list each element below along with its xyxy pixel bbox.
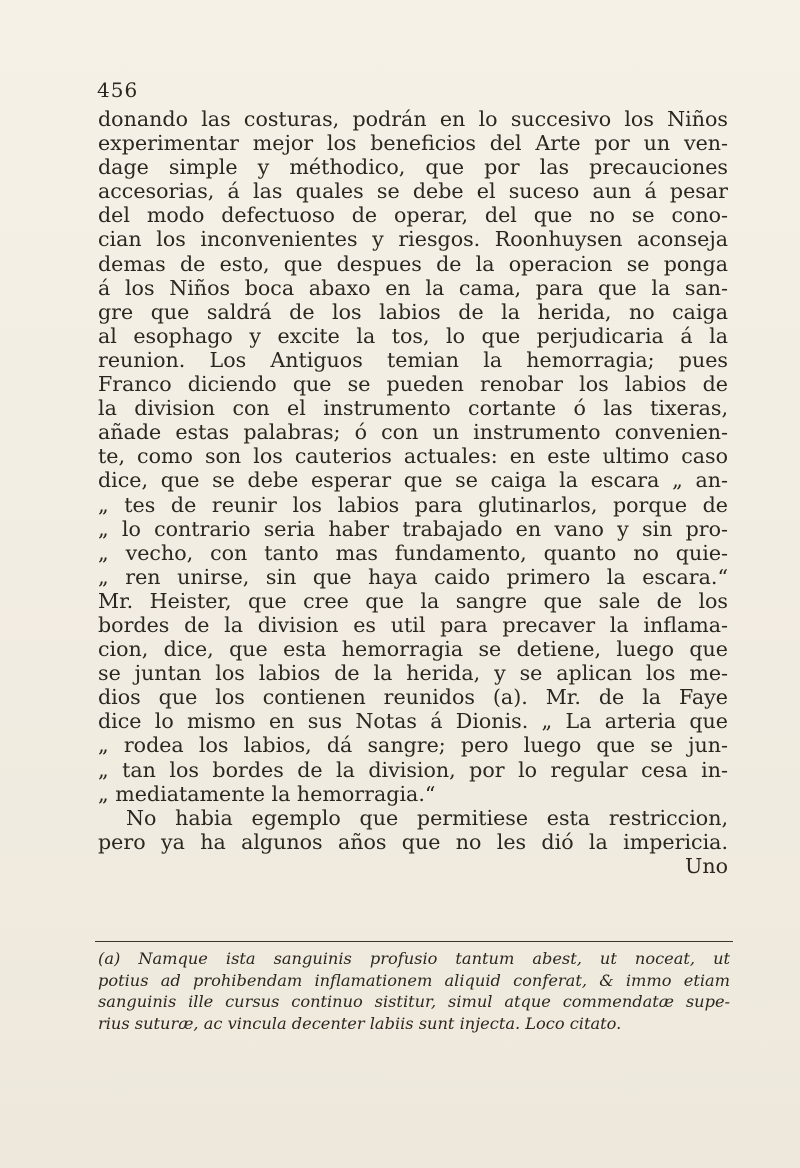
text-line: añade estas palabras; ó con un instrumento convenien- (98, 420, 728, 445)
text-line: dage simple y méthodico, que por las precauciones (98, 155, 728, 180)
text-line: te, como son los cauterios actuales: en este ultimo caso (98, 444, 728, 469)
text-line: bordes de la division es util para precaver la inflama- (98, 612, 728, 637)
text-line: dice lo mismo en sus Notas á Dionis. „ La arteria que (98, 709, 728, 734)
text-line: gre que saldrá de los labios de la herida, no caiga (98, 299, 728, 324)
body-text (98, 107, 728, 878)
text-line: se juntan los labios de la herida, y se aplican los me- (98, 661, 728, 686)
text-line: „ tes de reunir los labios para glutinarlos, porque de (98, 492, 728, 517)
text-line: pero ya ha algunos años que no les dió la impericia. (98, 829, 728, 854)
footnote-rule (95, 941, 733, 942)
text-line: „ mediatamente la hemorragia.“ (98, 781, 436, 806)
footnote-line: rius suturæ, ac vincula decenter labiis sunt injecta. Loco citato. (98, 1013, 622, 1033)
footnote-line: sanguinis ille cursus continuo sistitur, simul atque commendatæ supe- (98, 992, 730, 1011)
text-line: experimentar mejor los beneficios del Arte por un ven- (98, 131, 728, 156)
text-line: demas de esto, que despues de la operacion se ponga (98, 251, 728, 276)
text-line: cion, dice, que esta hemorragia se detiene, luego que (98, 637, 728, 662)
text-line: „ ren unirse, sin que haya caido primero la escara.“ (98, 564, 728, 589)
text-line: No habia egemplo que permitiese esta restriccion, (126, 805, 728, 830)
text-line: accesorias, á las quales se debe el suceso aun á pesar (98, 179, 728, 204)
catchword: Uno (684, 853, 728, 878)
text-line: donando las costuras, podrán en lo succesivo los Niños (98, 107, 728, 131)
footnote-line: potius ad prohibendam inflamationem aliquid conferat, & immo etiam (98, 970, 730, 990)
text-line: cian los inconvenientes y riesgos. Roonhuysen aconseja (98, 227, 728, 252)
page-number: 456 (97, 78, 139, 102)
text-line: dice, que se debe esperar que se caiga la escara „ an- (98, 468, 728, 493)
text-line: „ vecho, con tanto mas fundamento, quanto no quie- (98, 540, 728, 565)
text-line: la division con el instrumento cortante ó las tixeras, (98, 396, 728, 421)
footnote (98, 948, 730, 1034)
footnote-line: (a) Namque ista sanguinis profusio tantum abest, ut noceat, ut (98, 949, 730, 968)
text-line: „ lo contrario seria haber trabajado en vano y sin pro- (98, 516, 728, 541)
text-line: dios que los contienen reunidos (a). Mr. de la Faye (98, 685, 728, 710)
text-line: „ tan los bordes de la division, por lo regular cesa in- (98, 757, 728, 782)
text-line: „ rodea los labios, dá sangre; pero luego que se jun- (98, 733, 728, 758)
text-line: Mr. Heister, que cree que la sangre que sale de los (98, 588, 728, 613)
text-line: reunion. Los Antiguos temian la hemorragia; pues (98, 347, 728, 372)
text-line: á los Niños boca abaxo en la cama, para que la san- (98, 275, 728, 300)
text-line: al esophago y excite la tos, lo que perjudicaria á la (98, 323, 728, 348)
text-line: Franco diciendo que se pueden renobar los labios de (98, 372, 728, 397)
text-line: del modo defectuoso de operar, del que no se cono- (98, 203, 728, 228)
